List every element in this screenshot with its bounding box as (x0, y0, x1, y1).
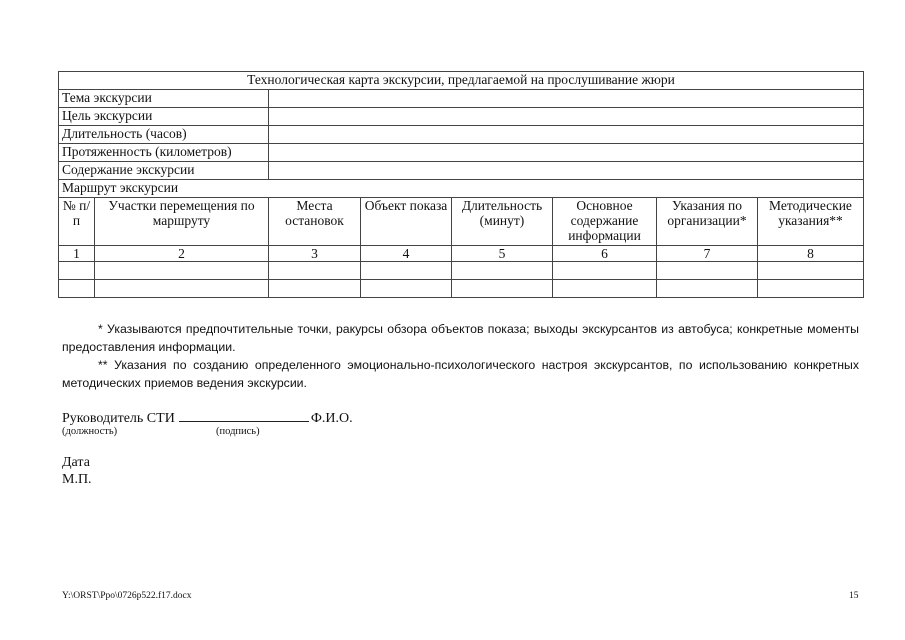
column-number-cell: 4 (361, 246, 452, 262)
table-cell[interactable] (657, 280, 758, 298)
column-header-organization-notes: Указания по организации* (657, 198, 758, 246)
column-number-cell: 2 (95, 246, 269, 262)
table-cell[interactable] (657, 262, 758, 280)
signature-blank[interactable] (179, 408, 309, 422)
field-value-topic[interactable] (269, 90, 864, 108)
field-label-goal: Цель экскурсии (59, 108, 269, 126)
column-header-stops: Места остановок (269, 198, 361, 246)
column-header-route-segments: Участки перемещения по маршруту (95, 198, 269, 246)
table-cell[interactable] (361, 280, 452, 298)
column-number-cell: 7 (657, 246, 758, 262)
footnote-method: ** Указания по созданию определенного эмоционально-психологического настроя экскурсантов, по использованию конкретных методических приемов ведения экскурсии. (62, 358, 859, 390)
table-cell[interactable] (553, 262, 657, 280)
column-header-method-notes: Методические указания** (758, 198, 864, 246)
field-label-duration: Длительность (часов) (59, 126, 269, 144)
table-cell[interactable] (59, 280, 95, 298)
field-label-length: Протяженность (километров) (59, 144, 269, 162)
field-label-route: Маршрут экскурсии (59, 180, 864, 198)
table-cell[interactable] (452, 280, 553, 298)
field-label-content: Содержание экскурсии (59, 162, 269, 180)
footnote-organization: * Указываются предпочтительные точки, ракурсы обзора объектов показа; выходы экскурсантов из автобуса; конкретные моменты предоставления информации. (62, 322, 859, 354)
column-header-duration: Длительность (минут) (452, 198, 553, 246)
field-value-length[interactable] (269, 144, 864, 162)
column-number-cell: 5 (452, 246, 553, 262)
signature-line (62, 408, 353, 427)
table-cell[interactable] (95, 262, 269, 280)
table-cell[interactable] (758, 262, 864, 280)
column-header-number: № п/п (59, 198, 95, 246)
table-cell[interactable] (269, 280, 361, 298)
page-number: 15 (849, 591, 859, 601)
column-header-object: Объект показа (361, 198, 452, 246)
table-cell[interactable] (758, 280, 864, 298)
footnotes (62, 320, 859, 392)
table-cell[interactable] (95, 280, 269, 298)
excursion-tech-card-table (58, 71, 864, 298)
table-cell[interactable] (452, 262, 553, 280)
table-cell[interactable] (361, 262, 452, 280)
date-label: Дата (62, 455, 90, 470)
signature-fio: Ф.И.О. (310, 411, 353, 426)
table-title: Технологическая карта экскурсии, предлагаемой на прослушивание жюри (59, 72, 864, 90)
table-row (59, 280, 864, 298)
date-stamp-block (62, 454, 92, 488)
column-number-cell: 1 (59, 246, 95, 262)
sign-caption: (подпись) (216, 426, 260, 437)
field-value-duration[interactable] (269, 126, 864, 144)
table-cell[interactable] (269, 262, 361, 280)
column-header-main-content: Основное содержание информации (553, 198, 657, 246)
stamp-label: М.П. (62, 472, 92, 487)
table-cell[interactable] (553, 280, 657, 298)
column-number-cell: 3 (269, 246, 361, 262)
signature-label: Руководитель СТИ (62, 411, 175, 426)
column-number-cell: 8 (758, 246, 864, 262)
field-value-content[interactable] (269, 162, 864, 180)
position-caption: (должность) (62, 426, 118, 437)
table-cell[interactable] (59, 262, 95, 280)
field-value-goal[interactable] (269, 108, 864, 126)
column-number-cell: 6 (553, 246, 657, 262)
footer-file-path: Y:\ORST\Ppo\0726p522.f17.docx (62, 591, 192, 601)
table-row (59, 262, 864, 280)
field-label-topic: Тема экскурсии (59, 90, 269, 108)
